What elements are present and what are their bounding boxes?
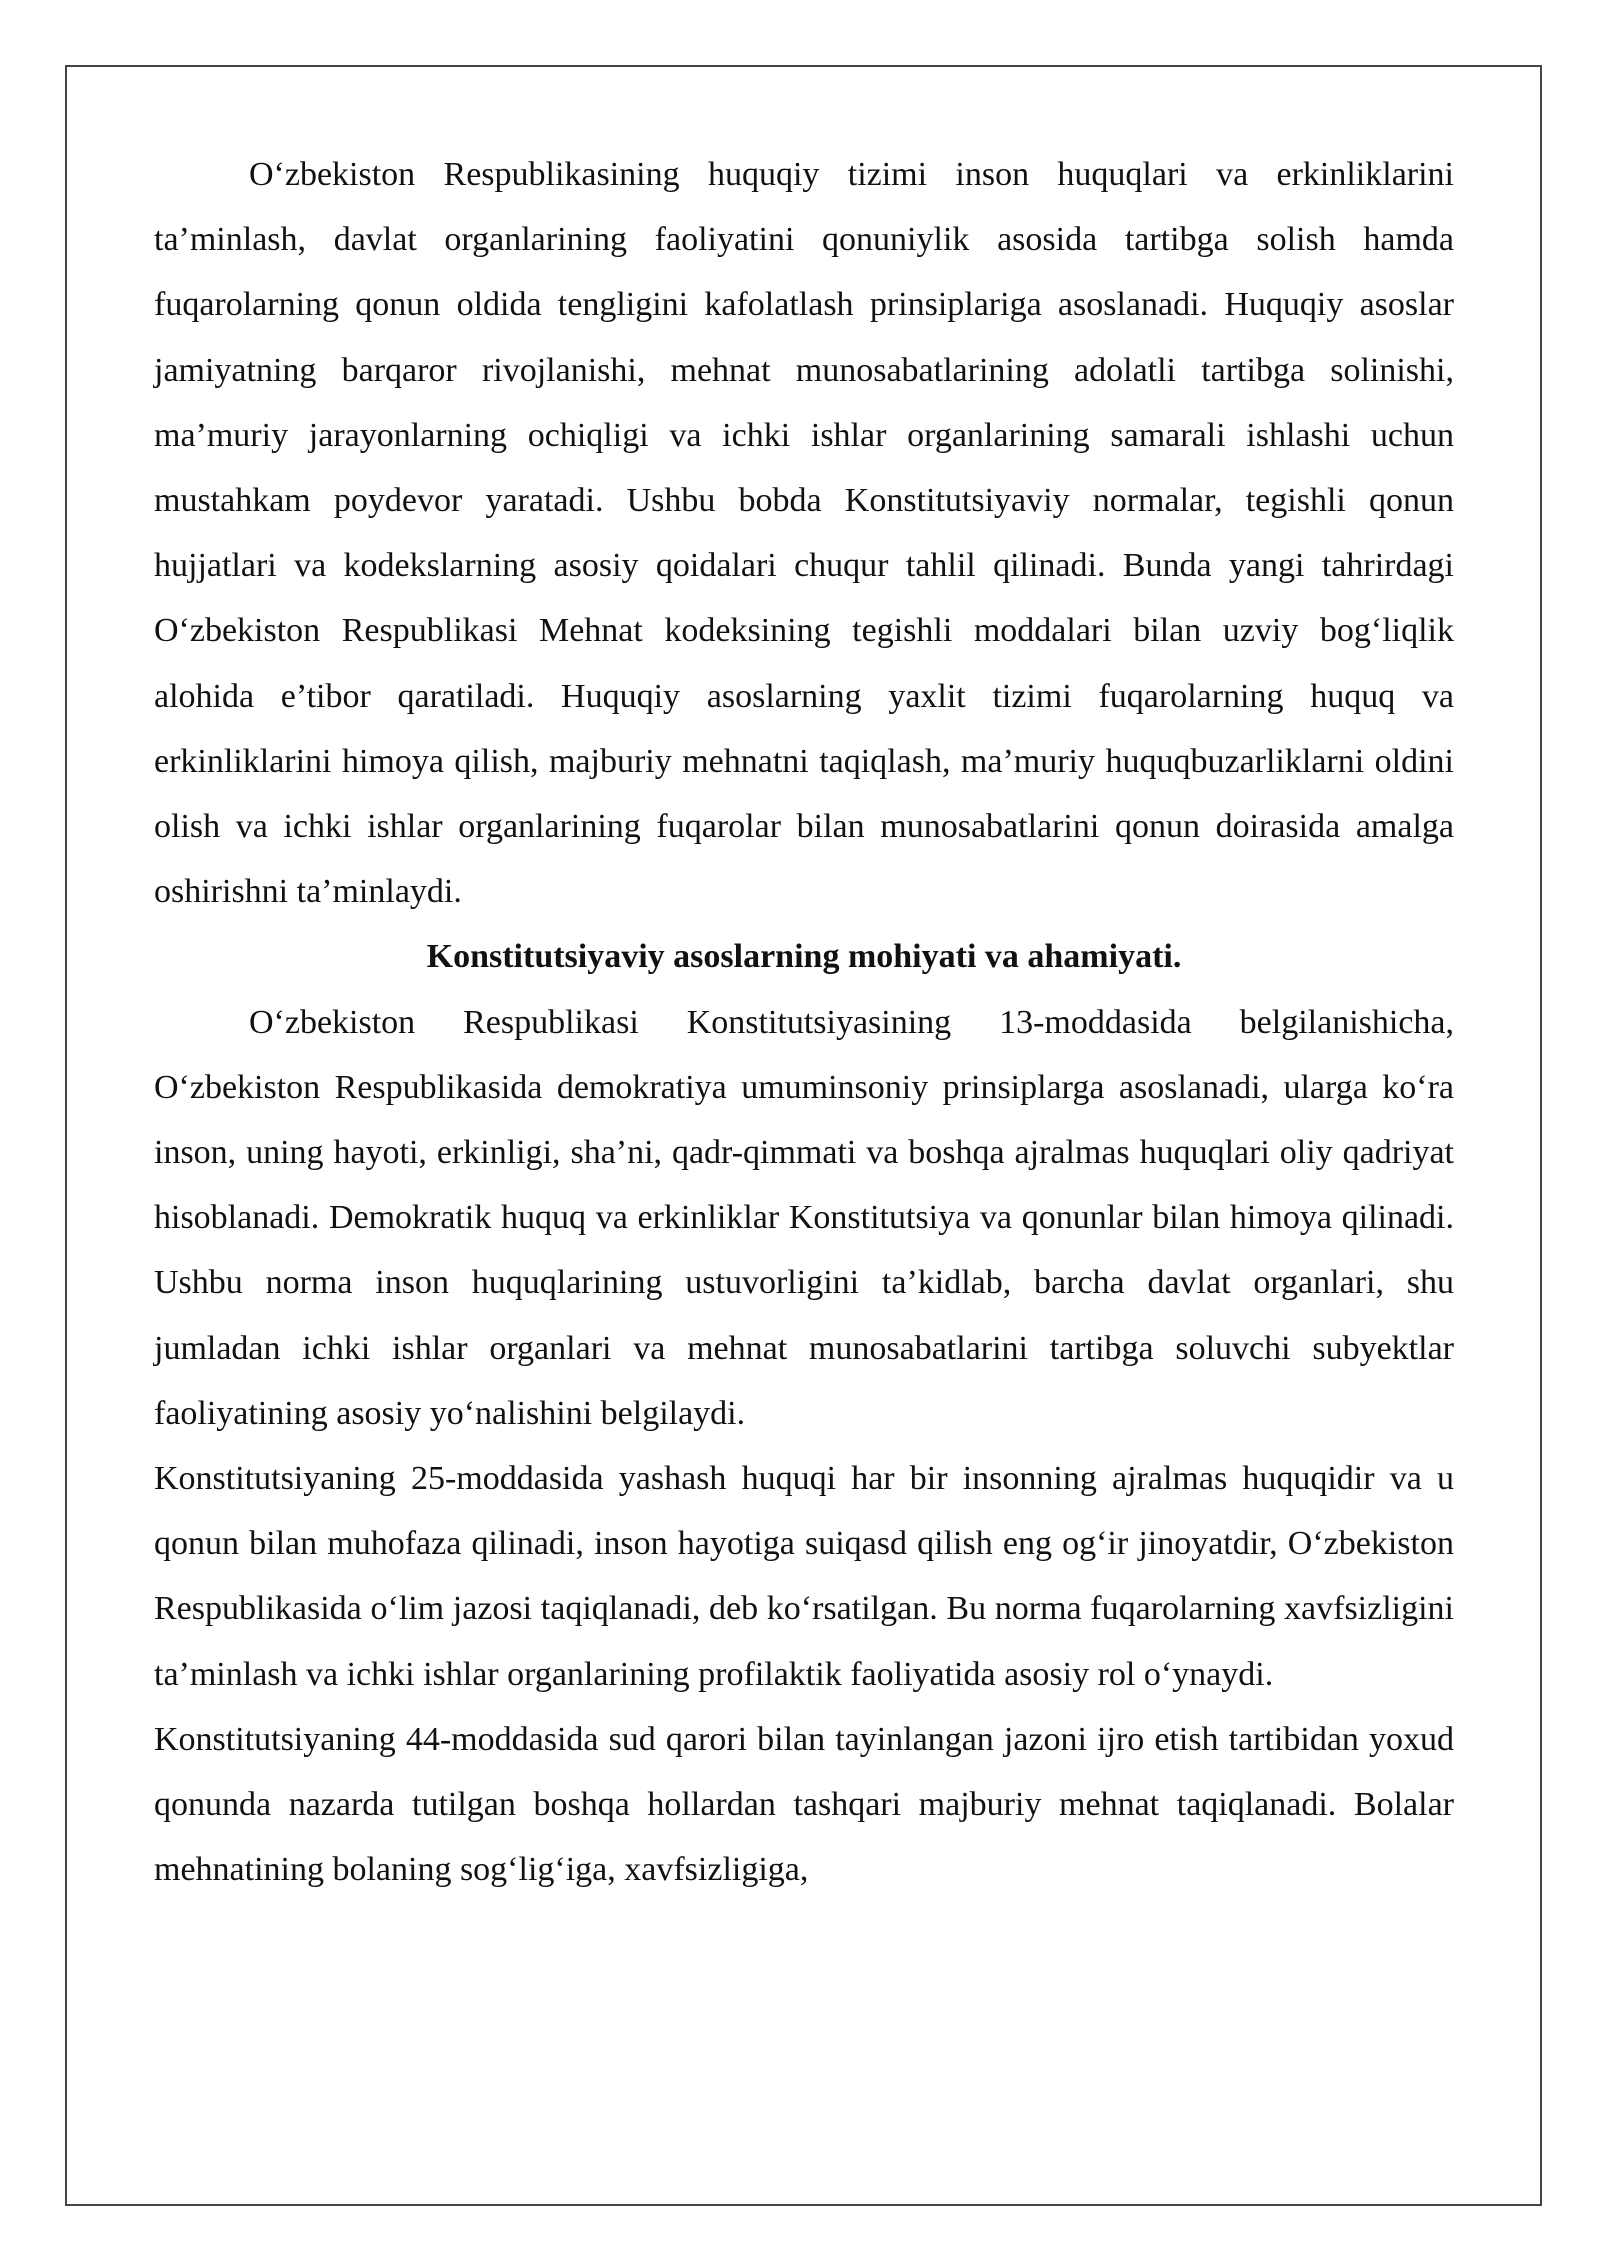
intro-paragraph: O‘zbekiston Respublikasining huquqiy tizimi inson huquqlari va erkinliklarini ta’minlash, davlat organlarining faoliyatini qonuniylik asosida tartibga solish hamda fuqarolarning qonun oldida tengligini kafolatlash prinsiplariga asoslanadi. Huquqiy asoslar jamiyatning barqaror rivojlanishi, mehnat munosabatlarining adolatli tartibga solinishi, ma’muriy jarayonlarning ochiqligi va ichki ishlar organlarining samarali ishlashi uchun mustahkam poydevor yaratadi. Ushbu bobda Konstitutsiyaviy normalar, tegishli qonun hujjatlari va kodekslarning asosiy qoidalari chuqur tahlil qilinadi. Bunda yangi tahrirdagi O‘zbekiston Respublikasi Mehnat kodeksining tegishli moddalari bilan uzviy bog‘liqlik alohida e’tibor qaratiladi. Huquqiy asoslarning yaxlit tizimi fuqarolarning huquq va erkinliklarini himoya qilish, majburiy mehnatni taqiqlash, ma’muriy huquqbuzarliklarni oldini olish va ichki ishlar organlarining fuqarolar bilan munosabatlarini qonun doirasida amalga oshirishni ta’minlaydi. bbox=[154, 156, 1454, 911]
section-heading: Konstitutsiyaviy asoslarning mohiyati va ahamiyati. bbox=[426, 938, 1182, 976]
article-13-paragraph: O‘zbekiston Respublikasi Konstitutsiyasining 13-moddasida belgilanishicha, O‘zbekiston Respublikasida demokratiya umuminsoniy prinsiplarga asoslanadi, ularga ko‘ra inson, uning hayoti, erkinligi, sha’ni, qadr-qimmati va boshqa ajralmas huquqlari oliy qadriyat hisoblanadi. Demokratik huquq va erkinliklar Konstitutsiya va qonunlar bilan himoya qilinadi. Ushbu norma inson huquqlarining ustuvorligini ta’kidlab, barcha davlat organlari, shu jumladan ichki ishlar organlari va mehnat munosabatlarini tartibga soluvchi subyektlar faoliyatining asosiy yo‘nalishini belgilaydi. bbox=[154, 1003, 1454, 1432]
document-body bbox=[154, 142, 1454, 1902]
article-44-paragraph: Konstitutsiyaning 44-moddasida sud qarori bilan tayinlangan jazoni ijro etish tartibidan yoxud qonunda nazarda tutilgan boshqa hollardan tashqari majburiy mehnat taqiqlanadi. Bolalar mehnatining bolaning sog‘lig‘iga, xavfsizligiga, bbox=[154, 1720, 1454, 1889]
article-25-paragraph: Konstitutsiyaning 25-moddasida yashash huquqi har bir insonning ajralmas huquqidir va u qonun bilan muhofaza qilinadi, inson hayotiga suiqasd qilish eng og‘ir jinoyatdir, O‘zbekiston Respublikasida o‘lim jazosi taqiqlanadi, deb ko‘rsatilgan. Bu norma fuqarolarning xavfsizligini ta’minlash va ichki ishlar organlarining profilaktik faoliyatida asosiy rol o‘ynaydi. bbox=[154, 1460, 1454, 1693]
